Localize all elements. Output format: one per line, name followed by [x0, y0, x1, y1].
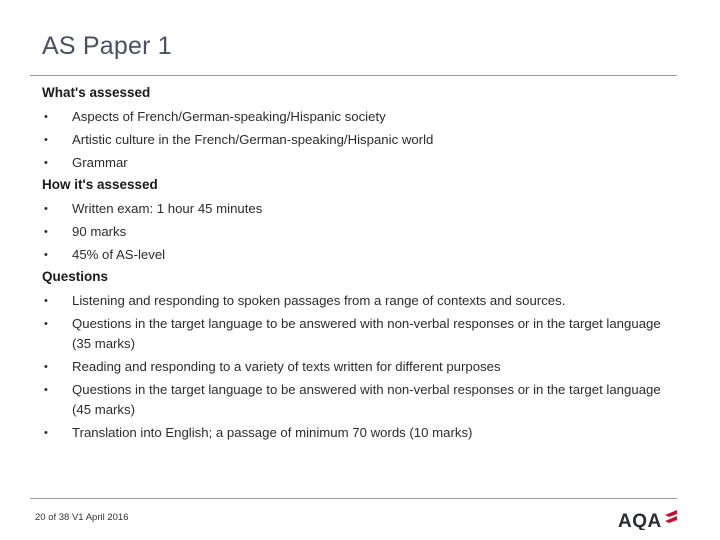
bullet-icon: • — [44, 384, 48, 396]
list-item-text: Reading and responding to a variety of texts written for different purposes — [72, 359, 501, 374]
section-whats-assessed — [42, 84, 662, 173]
bullet-icon: • — [44, 111, 48, 123]
bullet-icon: • — [44, 295, 48, 307]
bullet-icon: • — [44, 134, 48, 146]
list-item-text: 90 marks — [72, 224, 127, 239]
main-content — [42, 84, 662, 446]
list-item — [42, 291, 662, 311]
bottom-divider — [30, 498, 677, 499]
list-item-text: Questions in the target language to be answered with non-verbal responses or in the target language (35 marks) — [72, 316, 661, 351]
section-heading: How it's assessed — [42, 177, 158, 192]
aqa-logo — [618, 508, 680, 530]
list-item-text: 45% of AS-level — [72, 247, 166, 262]
bullet-icon: • — [44, 157, 48, 169]
bullet-icon: • — [44, 203, 48, 215]
list-item — [42, 107, 662, 127]
list-item-text: Translation into English; a passage of minimum 70 words (10 marks) — [72, 425, 473, 440]
section-questions — [42, 268, 662, 443]
list-item-text: Questions in the target language to be answered with non-verbal responses or in the target language (45 marks) — [72, 382, 661, 417]
list-item — [42, 153, 662, 173]
section-heading: Questions — [42, 269, 109, 284]
list-item — [42, 130, 662, 150]
top-divider — [30, 75, 677, 76]
list-item — [42, 245, 662, 265]
list-item — [42, 199, 662, 219]
list-item-text: Grammar — [72, 155, 128, 170]
bullet-icon: • — [44, 318, 48, 330]
list-item-text: Listening and responding to spoken passages from a range of contexts and sources. — [72, 293, 566, 308]
list-item-text: Artistic culture in the French/German-speaking/Hispanic world — [72, 132, 434, 147]
list-item — [42, 357, 662, 377]
aqa-swoosh-icon — [665, 510, 677, 523]
list-item — [42, 222, 662, 242]
page-footer: 20 of 38 V1 April 2016 — [35, 512, 129, 523]
list-item — [42, 423, 662, 443]
list-item — [42, 314, 662, 354]
list-item — [42, 380, 662, 420]
section-how-assessed — [42, 176, 662, 265]
page-title: AS Paper 1 — [42, 32, 172, 60]
bullet-icon: • — [44, 249, 48, 261]
bullet-icon: • — [44, 361, 48, 373]
list-item-text: Aspects of French/German-speaking/Hispanic society — [72, 109, 386, 124]
aqa-logo-text: AQA — [618, 511, 662, 530]
bullet-icon: • — [44, 427, 48, 439]
bullet-icon: • — [44, 226, 48, 238]
section-heading: What's assessed — [42, 85, 151, 100]
list-item-text: Written exam: 1 hour 45 minutes — [72, 201, 263, 216]
